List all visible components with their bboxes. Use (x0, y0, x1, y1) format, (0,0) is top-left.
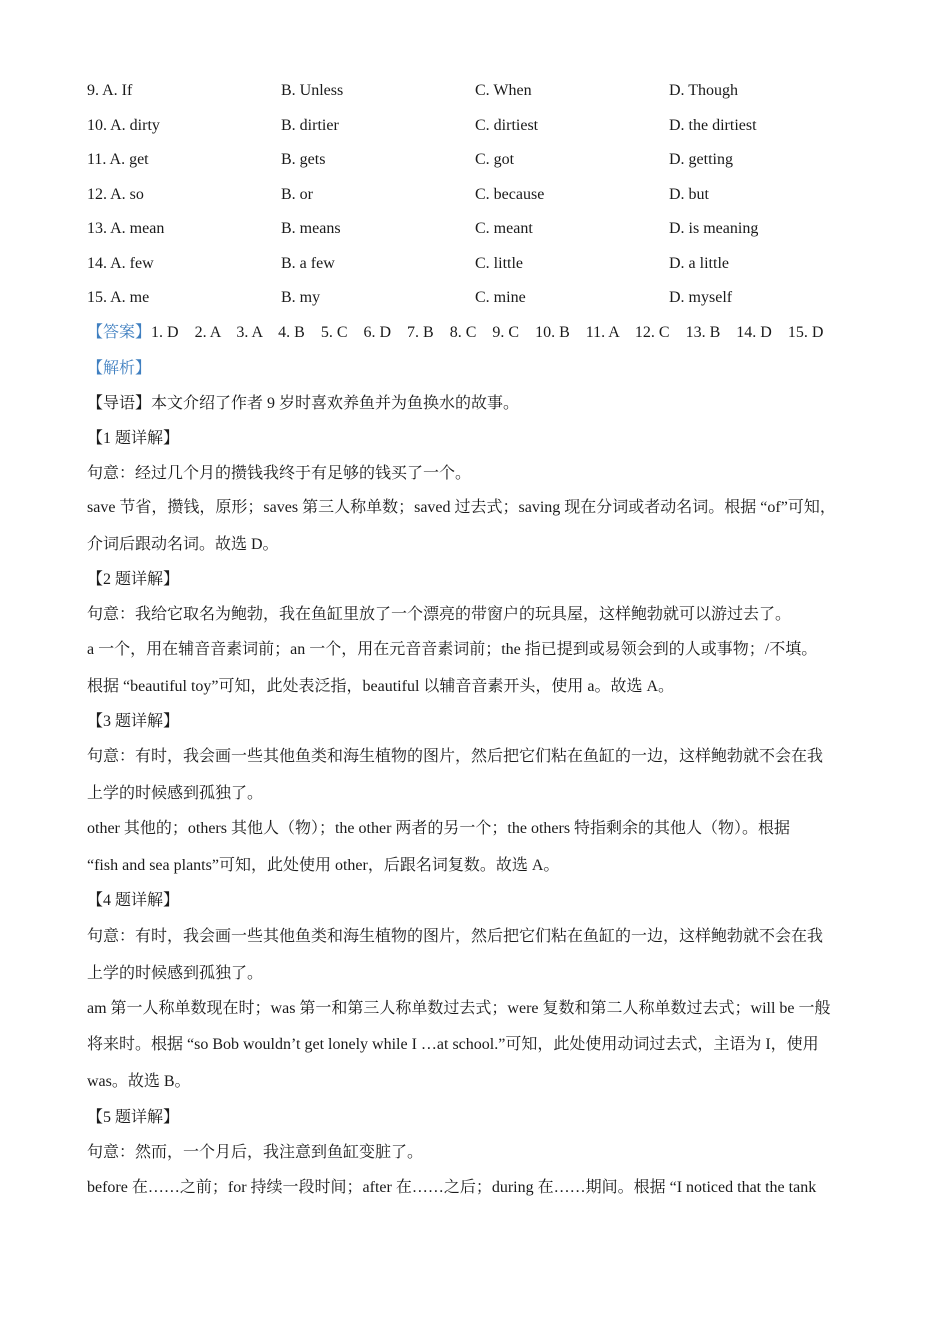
option-b: B. my (281, 289, 321, 306)
text-line: 【导语】本文介绍了作者 9 岁时喜欢养鱼并为鱼换水的故事。 (87, 395, 520, 412)
option-c: C. because (475, 186, 545, 203)
option-d: D. is meaning (669, 220, 759, 237)
text-line: 【3 题详解】 (87, 713, 180, 730)
option-row (87, 217, 867, 241)
option-a: 12. A. so (87, 186, 144, 203)
option-row (87, 114, 867, 138)
text-line: 上学的时候感到孤独了。 (87, 785, 264, 802)
option-row (87, 79, 867, 103)
text-line: am 第一人称单数现在时；was 第一和第三人称单数过去式；were 复数和第二人称单数过去式；will be 一般 (87, 1000, 831, 1017)
option-a: 14. A. few (87, 255, 154, 272)
text-line: 句意：我给它取名为鲍勃，我在鱼缸里放了一个漂亮的带窗户的玩具屋，这样鲍勃就可以游过去了。 (87, 606, 792, 623)
option-d: D. but (669, 186, 709, 203)
text-line: was。故选 B。 (87, 1073, 191, 1090)
option-b: B. a few (281, 255, 335, 272)
option-c: C. mine (475, 289, 526, 306)
text-line: other 其他的；others 其他人（物）；the other 两者的另一个；the others 特指剩余的其他人（物）。根据 (87, 820, 791, 837)
option-c: C. When (475, 82, 532, 99)
answer-key: 1. D 2. A 3. A 4. B 5. C 6. D 7. B 8. C 9. C 10. B 11. A 12. C 13. B 14. D 15. D (151, 324, 824, 341)
option-b: B. dirtier (281, 117, 339, 134)
option-row (87, 183, 867, 207)
option-b: B. means (281, 220, 341, 237)
text-line: 【4 题详解】 (87, 892, 180, 909)
text-line: 【1 题详解】 (87, 430, 180, 447)
text-line: 【5 题详解】 (87, 1109, 180, 1126)
text-line: 根据 “beautiful toy”可知，此处表泛指，beautiful 以辅音音素开头，使用 a。故选 A。 (87, 678, 675, 695)
option-b: B. Unless (281, 82, 344, 99)
option-row (87, 148, 867, 172)
text-line: 句意：有时，我会画一些其他鱼类和海生植物的图片，然后把它们粘在鱼缸的一边，这样鲍勃就不会在我 (87, 928, 824, 945)
text-line: 【2 题详解】 (87, 571, 180, 588)
option-c: C. got (475, 151, 515, 168)
option-c: C. little (475, 255, 523, 272)
text-line: 句意：然而，一个月后，我注意到鱼缸变脏了。 (87, 1144, 424, 1161)
option-a: 11. A. get (87, 151, 149, 168)
text-line: 介词后跟动名词。故选 D。 (87, 536, 279, 553)
option-b: B. gets (281, 151, 326, 168)
option-d: D. getting (669, 151, 733, 168)
option-d: D. Though (669, 82, 739, 99)
answer-label: 【答案】 (87, 324, 152, 341)
option-b: B. or (281, 186, 313, 203)
answer-line (87, 321, 867, 345)
text-line: “fish and sea plants”可知，此处使用 other，后跟名词复数。故选 A。 (87, 857, 560, 874)
option-row (87, 252, 867, 276)
option-d: D. a little (669, 255, 729, 272)
option-c: C. meant (475, 220, 533, 237)
option-c: C. dirtiest (475, 117, 539, 134)
text-line: 句意：经过几个月的攒钱我终于有足够的钱买了一个。 (87, 465, 472, 482)
option-d: D. myself (669, 289, 733, 306)
option-a: 10. A. dirty (87, 117, 160, 134)
text-line: a 一个，用在辅音音素词前；an 一个，用在元音音素词前；the 指已提到或易领会到的人或事物；/不填。 (87, 641, 818, 658)
option-a: 13. A. mean (87, 220, 165, 237)
option-d: D. the dirtiest (669, 117, 757, 134)
option-a: 9. A. If (87, 82, 133, 99)
option-a: 15. A. me (87, 289, 150, 306)
text-line: 句意：有时，我会画一些其他鱼类和海生植物的图片，然后把它们粘在鱼缸的一边，这样鲍勃就不会在我 (87, 748, 824, 765)
text-line: save 节省，攒钱，原形；saves 第三人称单数；saved 过去式；saving 现在分词或者动名词。根据 “of”可知， (87, 499, 836, 516)
text-line: 上学的时候感到孤独了。 (87, 965, 264, 982)
analysis-label: 【解析】 (87, 360, 152, 377)
text-line: before 在……之前；for 持续一段时间；after 在……之后；during 在……期间。根据 “I noticed that the tank (87, 1179, 817, 1196)
text-line: 将来时。根据 “so Bob wouldn’t get lonely while I …at school.”可知，此处使用动词过去式，主语为 I，使用 (87, 1036, 819, 1053)
option-row (87, 286, 867, 310)
